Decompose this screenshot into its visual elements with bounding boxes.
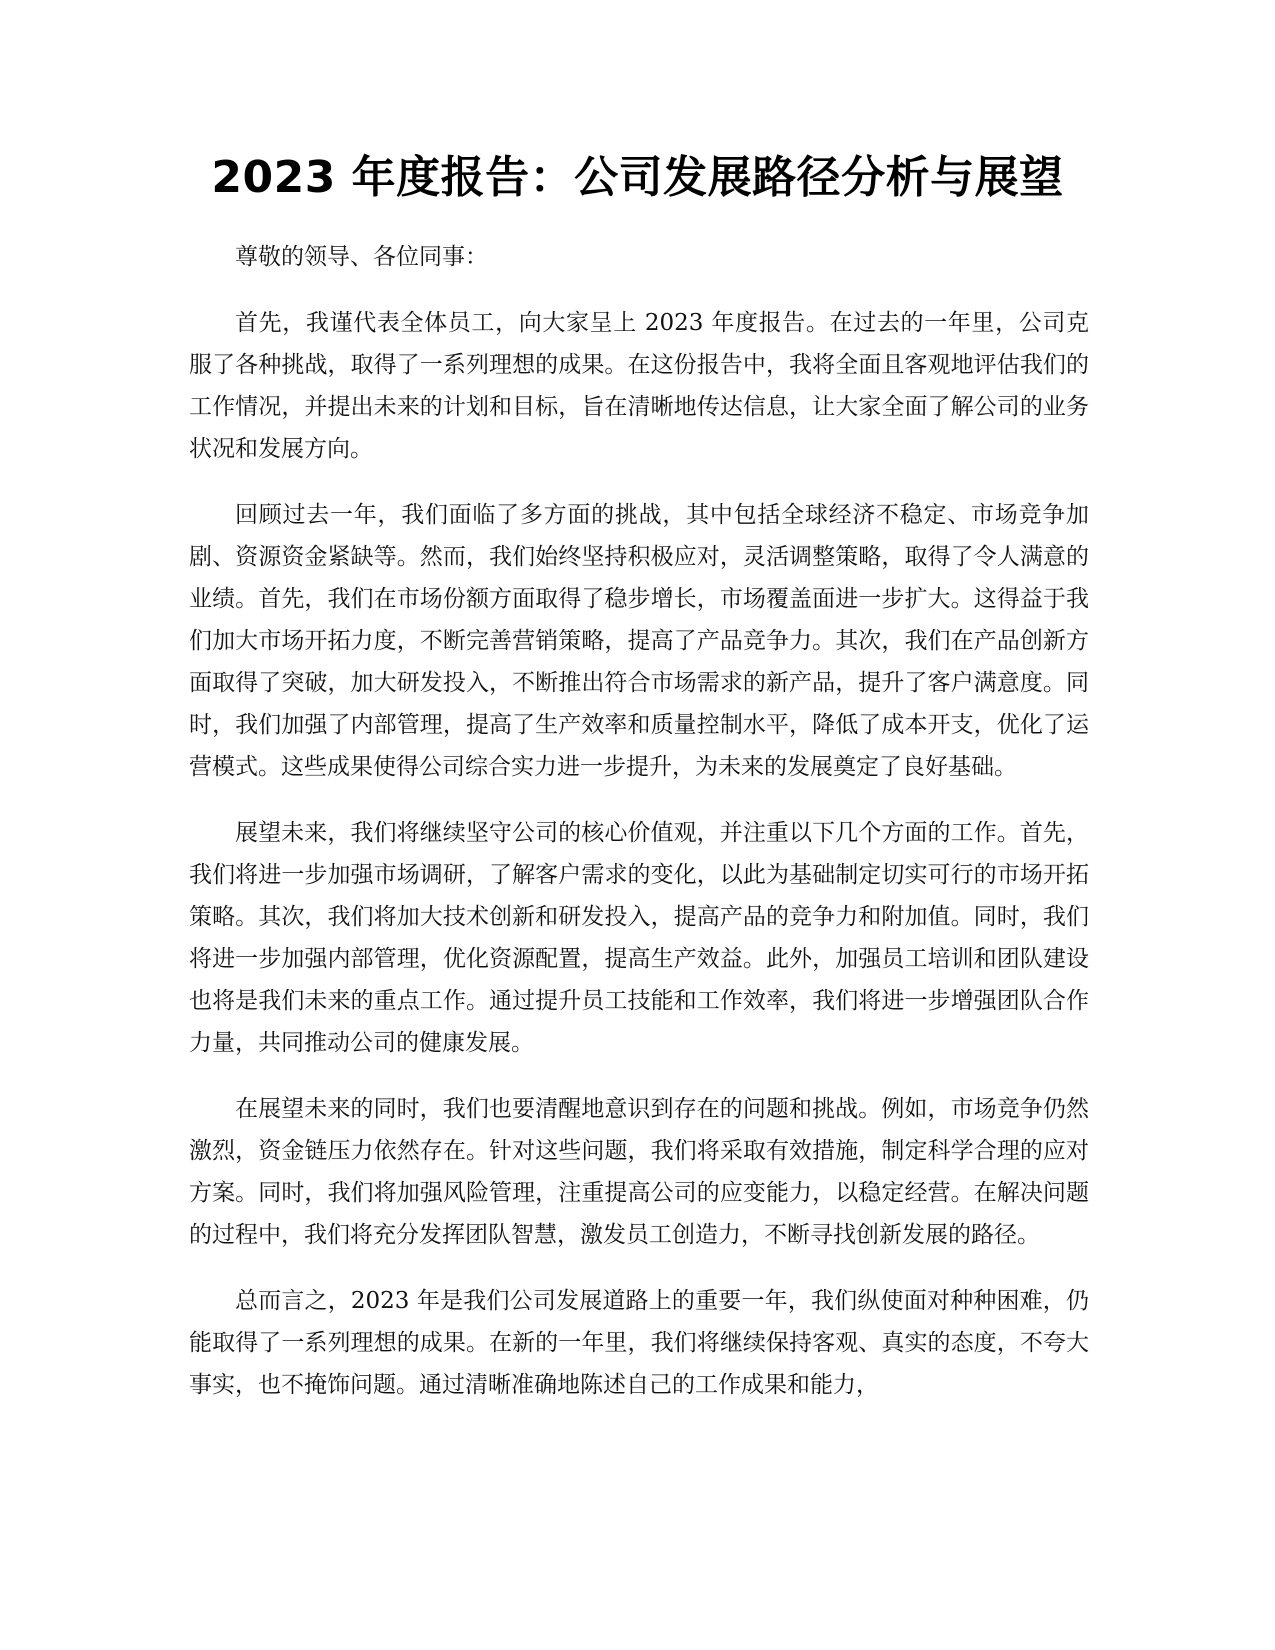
paragraph-5: 总而言之，2023 年是我们公司发展道路上的重要一年，我们纵使面对种种困难，仍能取得了一系列理想的成果。在新的一年里，我们将继续保持客观、真实的态度，不夸大事实，也不掩饰问题。通过清晰准确地陈述自己的工作成果和能力， — [189, 1288, 1089, 1398]
paragraph-3: 展望未来，我们将继续坚守公司的核心价值观，并注重以下几个方面的工作。首先，我们将进一步加强市场调研，了解客户需求的变化，以此为基础制定切实可行的市场开拓策略。其次，我们将加大技术创新和研发投入，提高产品的竞争力和附加值。同时，我们将进一步加强内部管理，优化资源配置，提高生产效益。此外，加强员工培训和团队建设也将是我们未来的重点工作。通过提升员工技能和工作效率，我们将进一步增强团队合作力量，共同推动公司的健康发展。 — [189, 820, 1089, 1056]
paragraph-2: 回顾过去一年，我们面临了多方面的挑战，其中包括全球经济不稳定、市场竞争加剧、资源资金紧缺等。然而，我们始终坚持积极应对，灵活调整策略，取得了令人满意的业绩。首先，我们在市场份额方面取得了稳步增长，市场覆盖面进一步扩大。这得益于我们加大市场开拓力度，不断完善营销策略，提高了产品竞争力。其次，我们在产品创新方面取得了突破，加大研发投入，不断推出符合市场需求的新产品，提升了客户满意度。同时，我们加强了内部管理，提高了生产效率和质量控制水平，降低了成本开支，优化了运营模式。这些成果使得公司综合实力进一步提升，为未来的发展奠定了良好基础。 — [189, 502, 1089, 780]
paragraph-1: 首先，我谨代表全体员工，向大家呈上 2023 年度报告。在过去的一年里，公司克服了各种挑战，取得了一系列理想的成果。在这份报告中，我将全面且客观地评估我们的工作情况，并提出未来的计划和目标，旨在清晰地传达信息，让大家全面了解公司的业务状况和发展方向。 — [189, 310, 1089, 462]
document-title: 2023 年度报告：公司发展路径分析与展望 — [211, 152, 1064, 203]
document-body — [189, 236, 1089, 1430]
paragraph-4: 在展望未来的同时，我们也要清醒地意识到存在的问题和挑战。例如，市场竞争仍然激烈，资金链压力依然存在。针对这些问题，我们将采取有效措施，制定科学合理的应对方案。同时，我们将加强风险管理，注重提高公司的应变能力，以稳定经营。在解决问题的过程中，我们将充分发挥团队智慧，激发员工创造力，不断寻找创新发展的路径。 — [189, 1096, 1089, 1248]
salutation: 尊敬的领导、各位同事： — [235, 244, 488, 270]
